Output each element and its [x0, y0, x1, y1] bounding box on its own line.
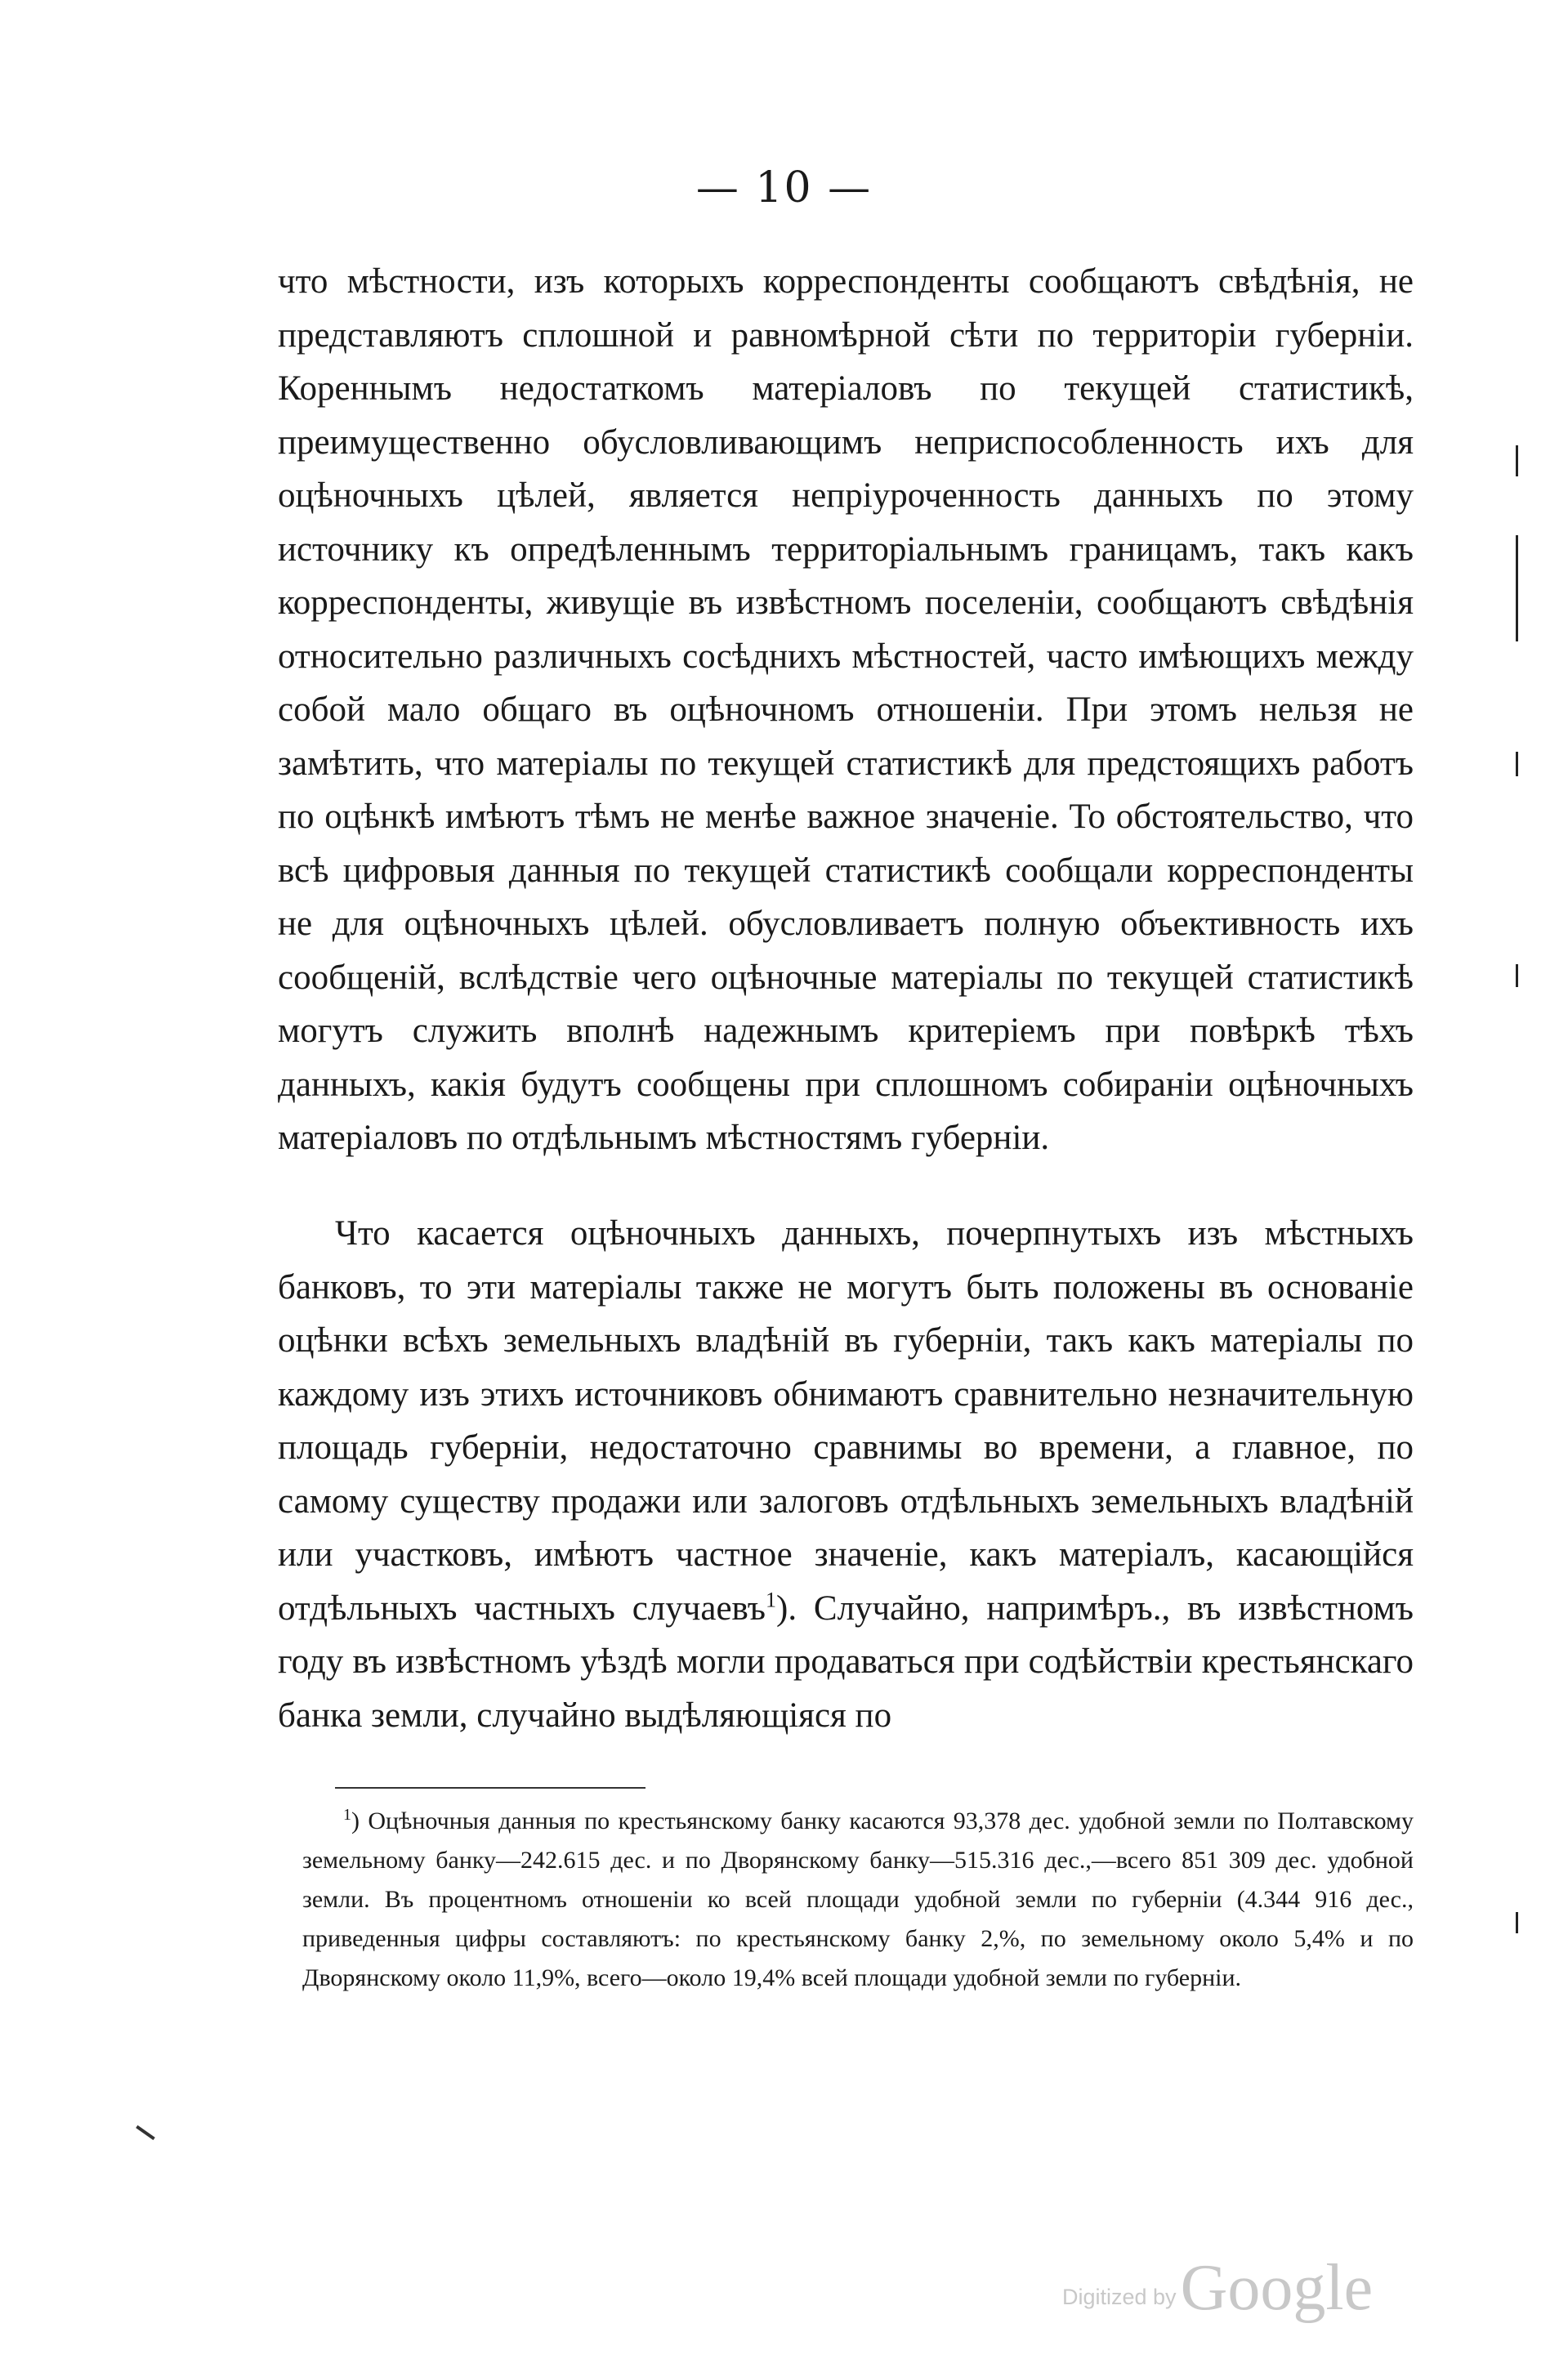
page-number: — 10 — [695, 163, 873, 212]
margin-mark [1516, 1912, 1518, 1933]
paragraph-2-text-continued: ). Случайно, напримѣръ., въ извѣстномъ году въ извѣстномъ уѣздѣ могли продаваться при содѣйствіи крестьянскаго банка земли, случайно выдѣляющіяся по [278, 1588, 1414, 1735]
paragraph-2 [278, 1207, 1414, 1742]
footnote-divider [335, 1787, 646, 1789]
margin-mark [1516, 752, 1518, 776]
footnote-text: ) Оцѣночныя данныя по крестьянскому банку касаются 93,378 дес. удобной земли по Полтавскому земельному банку—242.615 дес. и по Дворянскому банку—515.316 дес.,—всего 851 309 дес. удобной земли. Въ процентномъ отношеніи ко всей площади удобной земли по губерніи (4.344 916 дес., приведенныя цифры составляютъ: по крестьянскому банку 2,%, по земельному около 5,4% и по Дворянскому около 11,9%, всего—около 19,4% всей площади удобной земли по губерніи. [302, 1807, 1414, 1991]
digitized-watermark [1062, 2251, 1405, 2333]
paragraph-1: что мѣстности, изъ которыхъ корреспонденты сообщаютъ свѣдѣнія, не представляютъ сплошной и равномѣрной сѣти по территоріи губерніи. Кореннымъ недостаткомъ матеріаловъ по текущей статистикѣ, преимущественно обусловливающимъ неприспособленность ихъ для оцѣночныхъ цѣлей, является непріуроченность данныхъ по этому источнику къ опредѣленнымъ территоріальнымъ границамъ, такъ какъ корреспонденты, живущіе въ извѣстномъ поселеніи, сообщаютъ свѣдѣнія относительно различныхъ сосѣднихъ мѣстностей, часто имѣющихъ между собой мало общаго въ оцѣночномъ отношеніи. При этомъ нельзя не замѣтить, что матеріалы по текущей статистикѣ для предстоящихъ работъ по оцѣнкѣ имѣютъ тѣмъ не менѣе важное значеніе. То обстоятельство, что всѣ цифровыя данныя по текущей статистикѣ сообщали корреспонденты не для оцѣночныхъ цѣлей. обусловливаетъ полную объективность ихъ сообщеній, вслѣдствіе чего оцѣночные матеріалы по текущей статистикѣ могутъ служить вполнѣ надежнымъ критеріемъ при повѣркѣ тѣхъ данныхъ, какія будутъ сообщены при сплошномъ собираніи оцѣночныхъ матеріаловъ по отдѣльнымъ мѣстностямъ губерніи. [278, 262, 1414, 1157]
footnote [302, 1802, 1414, 1998]
margin-mark [1516, 964, 1518, 987]
margin-mark [1516, 445, 1518, 476]
margin-mark [1516, 535, 1518, 641]
paragraph-2-text: Что касается оцѣночныхъ данныхъ, почерпнутыхъ изъ мѣстныхъ банковъ, то эти матеріалы также не могутъ быть положены въ основаніе оцѣнки всѣхъ земельныхъ владѣній въ губерніи, такъ какъ матеріалы по каждому изъ этихъ источниковъ обнимаютъ сравнительно незначительную площадь губерніи, недостаточно сравнимы во времени, а главное, по самому существу продажи или залоговъ отдѣльныхъ земельныхъ владѣній или участковъ, имѣютъ частное значеніе, какъ матеріалъ, касающійся отдѣльныхъ частныхъ случаевъ [278, 1214, 1414, 1628]
stray-mark [136, 2125, 155, 2140]
footnote-reference: 1 [766, 1588, 777, 1612]
google-logo: Google [1180, 2252, 1374, 2324]
watermark-prefix: Digitized by [1062, 2285, 1177, 2309]
footnote-mark: 1 [343, 1806, 351, 1824]
